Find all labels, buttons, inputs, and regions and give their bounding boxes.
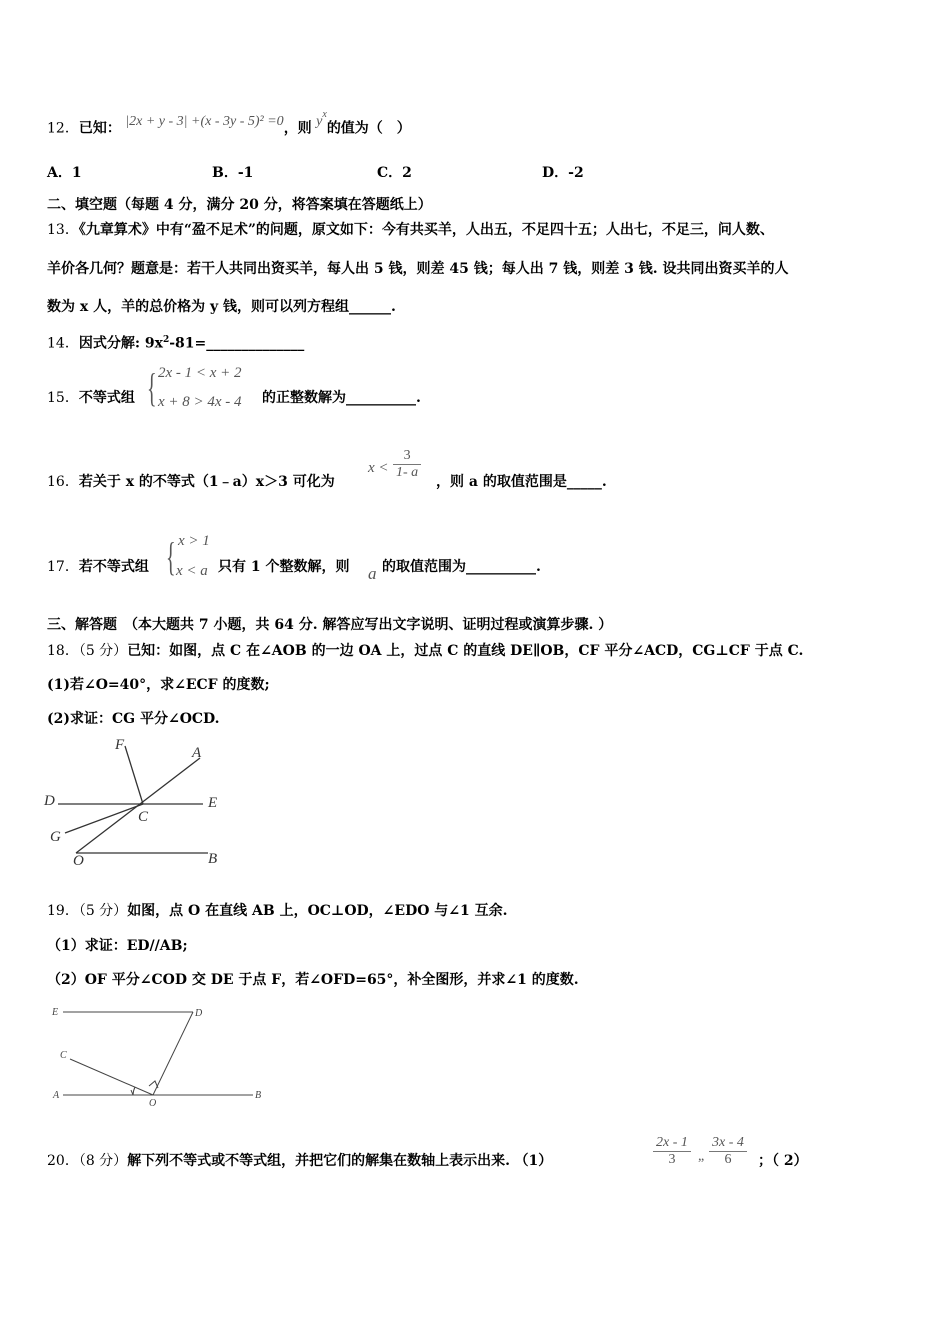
q19-label-o: O: [149, 1098, 157, 1109]
q14-text-b: -81=______________: [169, 335, 305, 352]
q18-line-cf: [125, 746, 143, 804]
q13-number: 13．: [47, 222, 79, 238]
q20-separator: „: [698, 1149, 705, 1164]
q19-part1: （1）求证：ED//AB;: [47, 938, 188, 954]
q17-eq2: x < a: [176, 563, 208, 579]
q16-lhs: x <: [368, 460, 389, 476]
q19-score: （5 分）: [78, 903, 128, 919]
q12-power-exp: x: [322, 109, 327, 120]
q12-prefix: 已知：: [78, 120, 121, 137]
q15-eq1: 2x - 1 < x + 2: [158, 365, 242, 381]
q16-suffix: ，则 a 的取值范围是_____.: [436, 474, 607, 490]
q17-number: 17．: [47, 559, 79, 575]
q17-prefix: 若不等式组: [78, 559, 149, 575]
q16-fraction: [393, 448, 421, 481]
q12-choice-b: B．-1: [212, 165, 254, 181]
q14-text-a: 因式分解: 9x: [78, 335, 163, 352]
q19-label-d: D: [195, 1008, 203, 1019]
q18-label-e: E: [208, 795, 218, 811]
section3-title: 三、解答题 （本大题共 7 小题，共 64 分. 解答应写出文字说明、证明过程或演算步骤. ）: [47, 617, 613, 633]
q17-eq1: x > 1: [178, 533, 210, 549]
section2-title: 二、填空题（每题 4 分，满分 20 分，将答案填在答题纸上）: [47, 197, 432, 213]
q20-frac1-num: 2x - 1: [653, 1135, 691, 1152]
q20-frac2-den: 6: [724, 1152, 732, 1167]
q20-part2: ；（ 2）: [758, 1153, 808, 1169]
q13-line2: 羊价各几何？题意是：若干人共同出资买羊，每人出 5 钱，则差 45 钱；每人出 7 钱，则差 3 钱. 设共同出资买羊的人: [47, 261, 789, 277]
q19-stem: 如图，点 O 在直线 AB 上，OC⊥OD，∠EDO 与∠1 互余.: [127, 903, 508, 919]
q13-text1: 《九章算术》中有“盈不足术”的问题，原文如下：今有共买羊，人出五，不足四十五；人出七，不足三，问人数、: [78, 222, 774, 238]
q15-number: 15．: [47, 390, 79, 406]
q14-number: 14．: [47, 335, 79, 352]
q18-label-d: D: [44, 793, 55, 809]
q13-line1: [47, 221, 774, 239]
q12-formula: |2x + y - 3| +(x - 3y - 5)² =0: [125, 113, 284, 129]
q16-line: [47, 473, 335, 491]
q20-fraction2: [709, 1135, 747, 1168]
q12-choice-a: A．1: [47, 165, 82, 181]
q19-label-e: E: [52, 1007, 59, 1018]
q15-prefix: 不等式组: [78, 390, 135, 406]
q19-figure: [45, 1002, 275, 1107]
q18-part1: (1)若∠O=40°，求∠ECF 的度数;: [47, 677, 270, 693]
q18-part2: (2)求证：CG 平分∠OCD.: [47, 711, 220, 727]
q17-line: [47, 558, 149, 576]
q15-line: [47, 389, 135, 407]
q19-line: [47, 902, 508, 920]
q18-number: 18．: [47, 643, 79, 659]
q18-label-f: F: [115, 737, 125, 753]
q19-angle1-mark: [133, 1087, 135, 1095]
q15-eq2: x + 8 > 4x - 4: [158, 394, 242, 410]
q20-number: 20．: [47, 1153, 79, 1169]
q18-label-b: B: [208, 851, 218, 867]
q20-frac1-den: 3: [668, 1152, 676, 1167]
q17-var: a: [368, 564, 377, 583]
q15-brace: {: [147, 365, 157, 410]
q18-score: （5 分）: [78, 643, 128, 659]
q12-choice-c: C．2: [377, 165, 412, 181]
q18-label-o: O: [73, 853, 84, 869]
q18-figure: [40, 735, 240, 870]
q20-line: [47, 1152, 552, 1170]
q16-frac-den: 1- a: [396, 465, 419, 480]
q16-prefix: 若关于 x 的不等式（1﹣a）x＞3 可化为: [78, 474, 335, 490]
q18-label-g: G: [50, 829, 61, 845]
q20-part1: （1）: [514, 1153, 553, 1169]
q13-line3: 数为 x 人，羊的总价格为 y 钱，则可以列方程组______.: [47, 299, 396, 315]
q17-brace: {: [166, 534, 176, 579]
q19-label-b: B: [255, 1090, 262, 1101]
q16-frac-num: 3: [393, 448, 421, 465]
q19-label-c: C: [60, 1050, 67, 1061]
q16-number: 16．: [47, 474, 79, 490]
q20-frac2-num: 3x - 4: [709, 1135, 747, 1152]
q15-suffix: 的正整数解为__________.: [262, 390, 421, 406]
q19-line-oc: [70, 1059, 153, 1095]
q12-choice-d: D．-2: [542, 165, 584, 181]
q20-fraction1: [653, 1135, 691, 1168]
q12-suffix: 的值为（ ）: [326, 120, 411, 137]
q18-line-cg: [65, 804, 143, 833]
q19-part2: （2）OF 平分∠COD 交 DE 于点 F，若∠OFD=65°，补全图形，并求∠1 的度数.: [47, 972, 579, 988]
q19-label-a: A: [53, 1090, 60, 1101]
q17-suffix: 的取值范围为__________.: [382, 559, 541, 575]
q14-line: [47, 331, 304, 353]
q18-stem: 已知：如图，点 C 在∠AOB 的一边 OA 上，过点 C 的直线 DE∥OB，CF 平分∠ACD，CG⊥CF 于点 C.: [127, 643, 804, 659]
q18-label-c: C: [138, 809, 149, 825]
q12-comma: ，则: [283, 120, 312, 137]
q18-line: [47, 642, 803, 660]
q14-sup: 2: [162, 335, 170, 345]
q20-stem: 解下列不等式或不等式组，并把它们的解集在数轴上表示出来.: [127, 1153, 511, 1169]
q19-number: 19．: [47, 903, 79, 919]
q20-score: （8 分）: [78, 1153, 128, 1169]
q12-power-base: y: [316, 113, 323, 129]
q19-line-od: [153, 1012, 193, 1095]
q18-label-a: A: [192, 745, 202, 761]
q17-middle: 只有 1 个整数解，则: [218, 559, 350, 575]
q12-number: 12．: [47, 120, 79, 137]
q12-line: [47, 109, 411, 139]
